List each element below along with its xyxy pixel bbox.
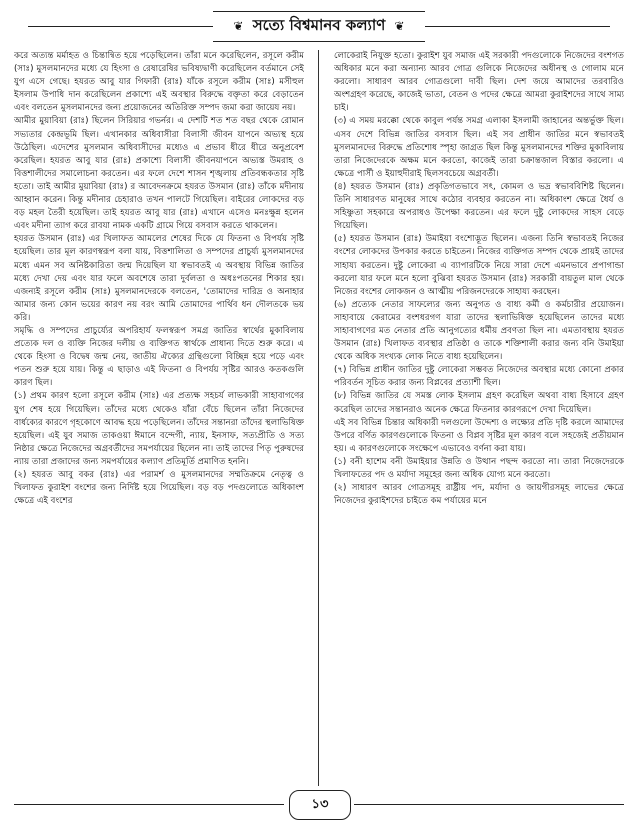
header-rule-right [415, 26, 610, 27]
paragraph: (৬) প্রত্যেক নেতার সাফল্যের জন্য অনুগত ও বাধ্য কর্মী ও কর্মচারীর প্রয়োজন। সাহাবায়ে কেরামের বংশধরগণ যারা তাদের স্থলাভিষিক্ত হয়েছিলেন তাদের মধ্যে সাহাবাগণের মত নেতার প্রতি আনুগত্যের ধর্মীয় প্রবণতা ছিল না। এমতাবস্থায় হযরত উসমান (রাঃ) খিলাফত ব্যবস্থার প্রতিষ্ঠা ও তাকে শক্তিশালী করার জন্য বনি উমাইয়া থেকে অধিক সংখ্যক লোক নিতে বাধ্য হয়েছিলেন। [334, 299, 624, 363]
paragraph: করে অত্যন্ত মর্মাহত ও চিন্তান্বিত হয়ে পড়েছিলেন। তাঁরা মনে করেছিলেন, রসূলে করীম (সাঃ) মুসলমানদের মধ্যে যে হিংসা ও রেষারেষির ভবিষ্যদ্বাণী করেছিলেন বর্তমানে সেই যুগ এসে গেছে। হযরত আবু যার গিফারী (রাঃ) যাঁকে রসূলে করীম (সাঃ) মসীহুল ইসলাম উপাধি দান করেছিলেন প্রকাশ্যে এই অবস্থার বিরুদ্ধে বক্তৃতা করে বেড়াতেন এবং বলতেন মুসলমানদের জন্য প্রয়োজনের অতিরিক্ত সম্পদ জমা করা জায়েয নয়। [14, 51, 304, 114]
left-column [14, 50, 304, 786]
flourish-left-icon: ❦ [233, 18, 244, 33]
paragraph: এই সব বিভিন্ন চিন্তার অধিকারী দলগুলো উদ্দেশ্য ও লক্ষ্যের প্রতি দৃষ্টি করলে আমাদের উপরে বর্ণিত কারণগুলোকে ফিতনা ও বিপ্লব সৃষ্টির মূল কারণ বলে সহজেই প্রতীয়মান হয়। এ কারণগুলোকে সংক্ষেপে এভাবেও বর্ণনা করা যায়। [334, 417, 624, 454]
footer-rule-right [354, 804, 624, 805]
footer-rule-left [14, 804, 284, 805]
paragraph: (১) প্রথম কারণ হলো রসূলে করীম (সাঃ) এর প্রত্যক্ষ সহচর্য লাভকারী সাহাবাগণের যুগ শেষ হয়ে গিয়েছিল। তাঁদের মধ্যে থেকেও যাঁরা বেঁচে ছিলেন তাঁরা নিজেদের বার্ধক্যের কারণে গৃহকোণে আবদ্ধ হয়ে পড়েছিলেন। তাঁদের সন্তানরা তাঁদের স্থলাভিষিক্ত হয়েছিল। এই যুব সমাজ তাকওয়া ঈমানে বন্দেগী, ন্যায়, ইনসাফ, সত্যপ্রীতি ও সত্য নিষ্ঠার ক্ষেত্রে নিজেদের অগ্রবর্তীদের সমপর্যায়ের ছিলেন না। তাই তাদের পিতৃ পুরুষদের ন্যায় তারা প্রজাদের জন্য সমপর্যায়ের কল্যাণ প্রতিমূর্তি প্রমাণিত হননি। [14, 391, 304, 467]
header-title-box [213, 11, 424, 42]
page-header [14, 4, 624, 48]
page-footer [14, 790, 624, 824]
paragraph: (৭) বিভিন্ন প্রাধীন জাতির দুষ্টু লোকেরা সম্ভবত নিজেদের অবস্থার মধ্যে কোনো প্রকার পরিবর্তন সূচিত করার জন্য বিপ্লবের প্রত্যাশী ছিল। [334, 365, 624, 389]
paragraph: (৪) হযরত উসমান (রাঃ) প্রকৃতিগতভাবে সৎ, কোমল ও ভদ্র স্বভাববিশিষ্ট ছিলেন। তিনি সাধারণত মানুষের সাথে কঠোর ব্যবহার করতেন না। অধিকাংশ ক্ষেত্রে ধৈর্য ও সহিষ্ণুতা সহকারে অপরাধও উপেক্ষা করতেন। এর ফলে দুষ্টু লোকদের সাহস বেড়ে গিয়েছিল। [334, 181, 624, 232]
paragraph: আমীর মুয়াবিয়া (রাঃ) ছিলেন সিরিয়ার গভর্নর। এ দেশটি শত শত বছর থেকে রোমান সভ্যতার কেন্দ্রভূমি ছিল। এখানকার অধিবাসীরা বিলাসী জীবন যাপনে অভ্যস্থ হয়ে উঠেছিল। এদেশের মুসলমান অধিবাসীদের মধ্যেও এ প্রভাব ধীরে ধীরে অনুপ্রবেশ করেছিল। হযরত আবু যার (রাঃ) প্রকাশ্যে বিলাসী জীবনযাপনে অভ্যস্ত উমরাহ ও বিত্তশালীদের সমালোচনা করতেন। এর ফলে দেশে শাসন শৃঙ্খলায় প্রতিবন্ধকতার সৃষ্টি হতো। তাই আমীর মুয়াবিয়া (রাঃ) র আবেদনক্রমে হযরত উসমান (রাঃ) তাঁকে মদীনায় আহ্বান করেন। কিন্তু মদীনার চেহারাও তখন পালটে গিয়েছিল। বাইরের লোকদের বড় বড় মহল তৈরী হয়েছিল। তাই হযরত আবু যার (রাঃ) এখানে এসেও মনঃক্ষুন্ন হলেন এবং মদীনা ত্যাগ করে রাবযা নামক একটি গ্রামে গিয়ে বসবাস করতে থাকলেন। [14, 116, 304, 232]
flourish-right-icon: ❦ [394, 18, 405, 33]
page-title: সত্যে বিশ্বমানব কল্যাণ [252, 15, 386, 34]
paragraph: হযরত উসমান (রাঃ) এর খিলাফত আমলের শেষের দিকে যে ফিতনা ও বিপর্যয় সৃষ্টি হয়েছিল। তার মূল কারণস্বরূপ বলা যায়, বিত্তশালিতা ও সম্পদের প্রাচুর্য্য মুসলমানদের মধ্যে এমন সব অনিষ্টকারিতা জন্ম দিয়েছিল যা স্বভাবতই এ অবস্থায় বিভিন্ন জাতির মধ্যে দেখা দেয় এবং যার ফলে অবশেষে তারা দুর্বলতা ও অধঃপতনের শিকার হয়। এজন্যই রসূলে করীম (সাঃ) মুসলমানদেরকে বলতেন, 'তোমাদের দারিদ্র ও অনাহার আমার জন্য কোন ভয়ের কারণ নয় বরং আমি তোমাদের পার্থিব ধন দৌলতকে ভয় করি। [14, 234, 304, 323]
paragraph: (২) হযরত আবু বকর (রাঃ) এর পরামর্শ ও মুসলমানদের সম্মতিক্রমে নেতৃত্ব ও খিলাফত কুরাইশ বংশের জন্য নির্দিষ্ট হয়ে গিয়েছিল। বড় বড় পদগুলোতে অধিকাংশ ক্ষেত্রে এই বংশের [14, 470, 304, 507]
paragraph: (১) বনী হাশেম বনী উমাইয়ার উন্নতি ও উত্থান পছন্দ করতো না। তারা নিজেদেরকে খিলাফতের পদ ও মর্যাদা সমূহের জন্য অধিক যোগ্য মনে করতো। [334, 456, 624, 480]
page-number: ১৩ [289, 790, 351, 820]
paragraph: লোকেরাই নিযুক্ত হতো। কুরাইশ যুব সমাজ এই সরকারী পদগুলোকে নিজেদের বংশগত অধিকার মনে করা অন্যান্য আরব গোত্র গুলিকে নিজেদের অধীনস্থ ও গোলাম মনে করলো। সাধারণ আরব গোত্রগুলো দাবী ছিল। দেশ জয়ে আমাদের তরবারিও অংশগ্রহণ করেছে, কাজেই ভাতা, বেতন ও পদের ক্ষেত্রে আমরা কুরাইশদের সাথে সাম্য চাই। [334, 51, 624, 114]
paragraph: (৩) এ সময় মরক্কো থেকে কাবুল পর্যন্ত সমগ্র এলাকা ইসলামী জাহানের অন্তর্ভুক্ত ছিল। এসব দেশে বিভিন্ন জাতির বসবাস ছিল। এই সব প্রাধীন জাতির মনে স্বভাবতই মুসলমানদের বিরুদ্ধে প্রতিশোধ স্পৃহা জাগ্রত ছিল কিন্তু মুসলমানদের শক্তির মুকাবিলায় তারা নিজেদেরকে অক্ষম মনে করতো, কাজেই তারা চক্রান্তজাল বিস্তার করলো। এ ক্ষেত্রে পার্সী ও ইয়াহুদীরাই ছিলসবচেয়ে অগ্রবর্তী। [334, 116, 624, 179]
column-divider [318, 50, 319, 786]
paragraph: সমৃদ্ধি ও সম্পদের প্রাচুর্য্যের অপরিহার্য ফলস্বরূপ সমগ্র জাতির স্বার্থের মুকাবিলায় প্রত্যেক দল ও ব্যক্তি নিজের দলীয় ও ব্যক্তিগত স্বার্থকে প্রাধান্য দিতে শুরু করে। এ থেকে হিংসা ও বিদ্বেষ জন্ম নেয়, জাতীয় ঐক্যের গ্রন্থিগুলো বিচ্ছিন্ন হয়ে পড়ে এবং পতন শুরু হয়ে যায়। কিন্তু এ ছাড়াও এই ফিতনা ও বিপর্যয় সৃষ্টির আরও কতকগুলি কারণ ছিল। [14, 325, 304, 389]
right-column [334, 50, 624, 786]
paragraph: (২) সাধারণ আরব গোত্রসমূহ রাষ্ট্রীয় পদ, মর্যাদা ও জায়গীরসমূহ লাভের ক্ষেত্রে নিজেদের কুরাইশদের চাইতে কম পর্যায়ের মনে [334, 483, 624, 507]
header-rule-left [28, 26, 223, 27]
paragraph: (৫) হযরত উসমান (রাঃ) উমাইয়া বংশোদ্ভূত ছিলেন। এজন্য তিনি স্বভাবতই নিজের বংশের লোকদের উপকার করতে চাইতেন। নিজের ব্যক্তিগত সম্পদ থেকে প্রায়ই তাদের সাহায্য করতেন। দুষ্টু লোকেরা এ ব্যাপারটিকে নিয়ে সারা দেশে এমনভাবে প্রপাগান্ডা করলো যার ফলে মনে হলো বুঝিবা হযরত উসমান (রাঃ) সরকারী বায়তুল মাল থেকে নিজের বংশের লোকজন ও আত্মীয় পরিজনদেরকে সাহায্য করছেন। [334, 234, 624, 297]
paragraph: (৮) বিভিন্ন জাতির যে সমস্ত লোক ইসলাম গ্রহণ করেছিল অথবা বাধ্য হিসাবে গ্রহণ করেছিল তাদের সন্তানরাও অনেক ক্ষেত্রে ফিতনার কারণরূপে দেখা দিয়েছিল। [334, 391, 624, 415]
